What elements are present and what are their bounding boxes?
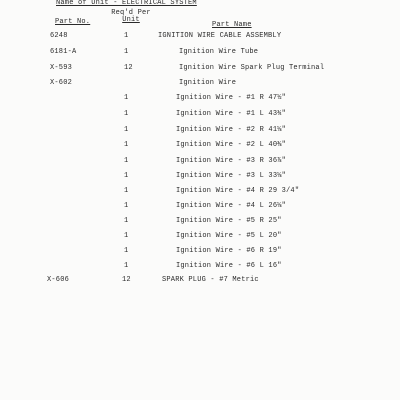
part-name: Ignition Wire - #6 R 19" [176,247,282,255]
column-header-req-per-unit [106,10,156,24]
part-name: IGNITION WIRE CABLE ASSEMBLY [158,32,282,40]
part-name: Ignition Wire - #4 R 29 3/4" [176,187,300,195]
table-row [0,262,400,272]
part-name: Ignition Wire - #3 R 36⅞" [176,157,287,165]
part-number: X-593 [50,64,73,72]
part-name: Ignition Wire - #6 L 16" [176,262,282,270]
table-row [0,48,400,58]
part-name: Ignition Wire - #2 L 40⅜" [176,141,287,149]
table-row [0,232,400,242]
part-number: X-602 [50,79,73,87]
required-per-unit: 12 [124,64,133,72]
required-per-unit: 1 [124,32,129,40]
part-name: Ignition Wire - #2 R 41⅛" [176,126,287,134]
part-number: X-606 [47,276,70,284]
table-row [0,126,400,136]
column-header-part-name: Part Name [212,21,252,29]
required-per-unit: 1 [124,202,129,210]
required-per-unit: 1 [124,187,129,195]
table-row [0,79,400,89]
part-name: Ignition Wire - #5 L 20" [176,232,282,240]
table-row [0,276,400,286]
table-row [0,157,400,167]
part-name: Ignition Wire - #1 L 43¾" [176,110,287,118]
part-number: 6248 [50,32,68,40]
part-name: Ignition Wire Tube [179,48,259,56]
column-header-part-no: Part No. [55,18,91,26]
required-per-unit: 1 [124,247,129,255]
table-row [0,187,400,197]
table-row [0,247,400,257]
table-row [0,32,400,42]
part-name: Ignition Wire [179,79,237,87]
part-number: 6181-A [50,48,77,56]
table-row [0,141,400,151]
table-row [0,217,400,227]
part-name: Ignition Wire - #5 R 25" [176,217,282,225]
required-per-unit: 1 [124,157,129,165]
required-per-unit: 1 [124,232,129,240]
required-per-unit: 1 [124,110,129,118]
part-name: SPARK PLUG - #7 Metric [162,276,259,284]
part-name: Ignition Wire - #4 L 26⅛" [176,202,287,210]
column-header-req-line2: Unit [122,16,140,24]
required-per-unit: 1 [124,262,129,270]
part-name: Ignition Wire - #1 R 47½" [176,94,287,102]
table-row [0,172,400,182]
required-per-unit: 1 [124,172,129,180]
required-per-unit: 1 [124,217,129,225]
unit-title: Name of Unit - ELECTRICAL SYSTEM [56,0,197,7]
part-name: Ignition Wire - #3 L 33⅛" [176,172,287,180]
required-per-unit: 1 [124,48,129,56]
required-per-unit: 1 [124,94,129,102]
part-name: Ignition Wire Spark Plug Terminal [179,64,325,72]
table-row [0,202,400,212]
column-header-req-line1: Req'd Per [111,9,151,17]
table-row [0,94,400,104]
required-per-unit: 1 [124,126,129,134]
required-per-unit: 1 [124,141,129,149]
table-row [0,110,400,120]
table-row [0,64,400,74]
required-per-unit: 12 [122,276,131,284]
